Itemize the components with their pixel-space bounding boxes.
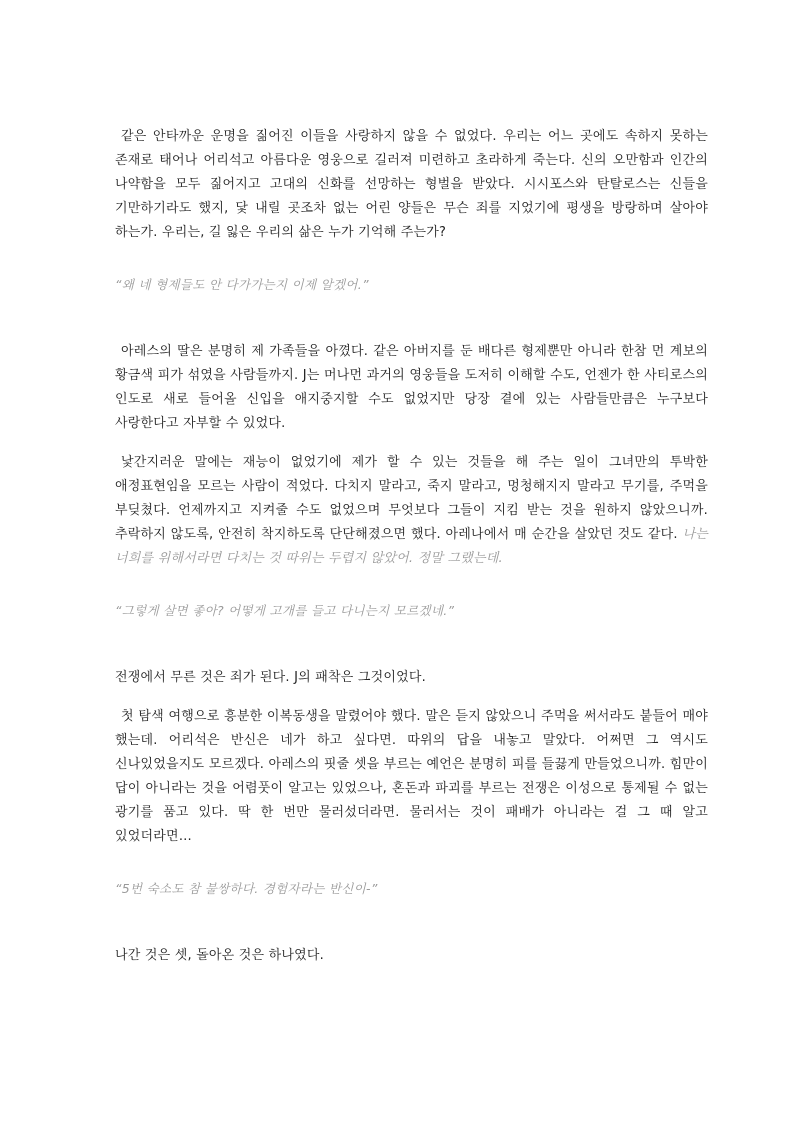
paragraph-4: 전쟁에서 무른 것은 죄가 된다. J의 패착은 그것이었다. bbox=[115, 670, 426, 685]
quote-1: “왜 네 형제들도 안 다가가는지 이제 알겠어.” bbox=[115, 277, 369, 292]
paragraph-1: 같은 안타까운 운명을 짊어진 이들을 사랑하지 않을 수 없었다. 우리는 어느 곳에도 속하지 못하는 존재로 태어나 어리석고 아름다운 영웅으로 길러져 미련하고 초라하게 죽는다. 신의 오만함과 인간의 나약함을 모두 짊어지고 고대의 신화를 선망하는 형벌을 받았다. 시시포스와 탄탈로스는 신들을 기만하기라도 했지, 닻 내릴 곳조차 없는 어린 양들은 무슨 죄를 지었기에 평생을 방랑하며 살아야 하는가. 우리는, 길 잃은 우리의 삶은 누가 기억해 주는가? bbox=[115, 129, 708, 240]
quote-2: “그렇게 살면 좋아? 어떻게 고개를 들고 다니는지 모르겠네.” bbox=[115, 603, 455, 618]
paragraph-3-inner-thought: 나는 너희를 위해서라면 다치는 것 따위는 두렵지 않았어. 정말 그랬는데. bbox=[115, 527, 708, 566]
paragraph-5: 첫 탐색 여행으로 흥분한 이복동생을 말렸어야 했다. 말은 듣지 않았으니 주먹을 써서라도 붙들어 매야 했는데. 어리석은 반신은 네가 하고 싶다면. 따위의 답을 내놓고 말았다. 어쩌면 그 역시도 신나있었을지도 모르겠다. 아레스의 핏줄 셋을 부르는 예언은 분명히 피를 들끓게 만들었으니까. 힘만이 답이 아니라는 것을 어렴풋이 알고는 있었으나, 혼돈과 파괴를 부르는 전쟁은 이성으로 통제될 수 없는 광기를 품고 있다. 딱 한 번만 물러섰더라면. 물러서는 것이 패배가 아니라는 걸 그 때 알고 있었더라면… bbox=[115, 709, 708, 844]
paragraph-6: 나간 것은 셋, 돌아온 것은 하나였다. bbox=[115, 948, 324, 963]
paragraph-3-main-text: 낯간지러운 말에는 재능이 없었기에 제가 할 수 있는 것들을 해 주는 일이 그녀만의 투박한 애정표현임을 모르는 사람이 적었다. 다치지 말라고, 죽지 말라고, 멍청해지지 말라고 무기를, 주먹을 부딪쳤다. 언제까지고 지켜줄 수도 없었으며 무엇보다 그들이 지킴 받는 것을 원하지 않았으니까. 추락하지 않도록, 안전히 착지하도록 단단해졌으면 했다. 아레나에서 매 순간을 살았던 것도 같다. bbox=[115, 455, 708, 542]
quote-3: “5번 숙소도 참 불쌍하다. 경험자라는 반신이-” bbox=[115, 881, 378, 896]
paragraph-2: 아레스의 딸은 분명히 제 가족들을 아꼈다. 같은 아버지를 둔 배다른 형제뿐만 아니라 한참 먼 계보의 황금색 피가 섞였을 사람들까지. J는 머나먼 과거의 영웅들을 도저히 이해할 수도, 언젠가 한 사티로스의 인도로 새로 들어올 신입을 애지중지할 수도 없었지만 당장 곁에 있는 사람들만큼은 누구보다 사랑한다고 자부할 수 있었다. bbox=[115, 344, 708, 431]
paragraph-3 bbox=[115, 451, 708, 571]
